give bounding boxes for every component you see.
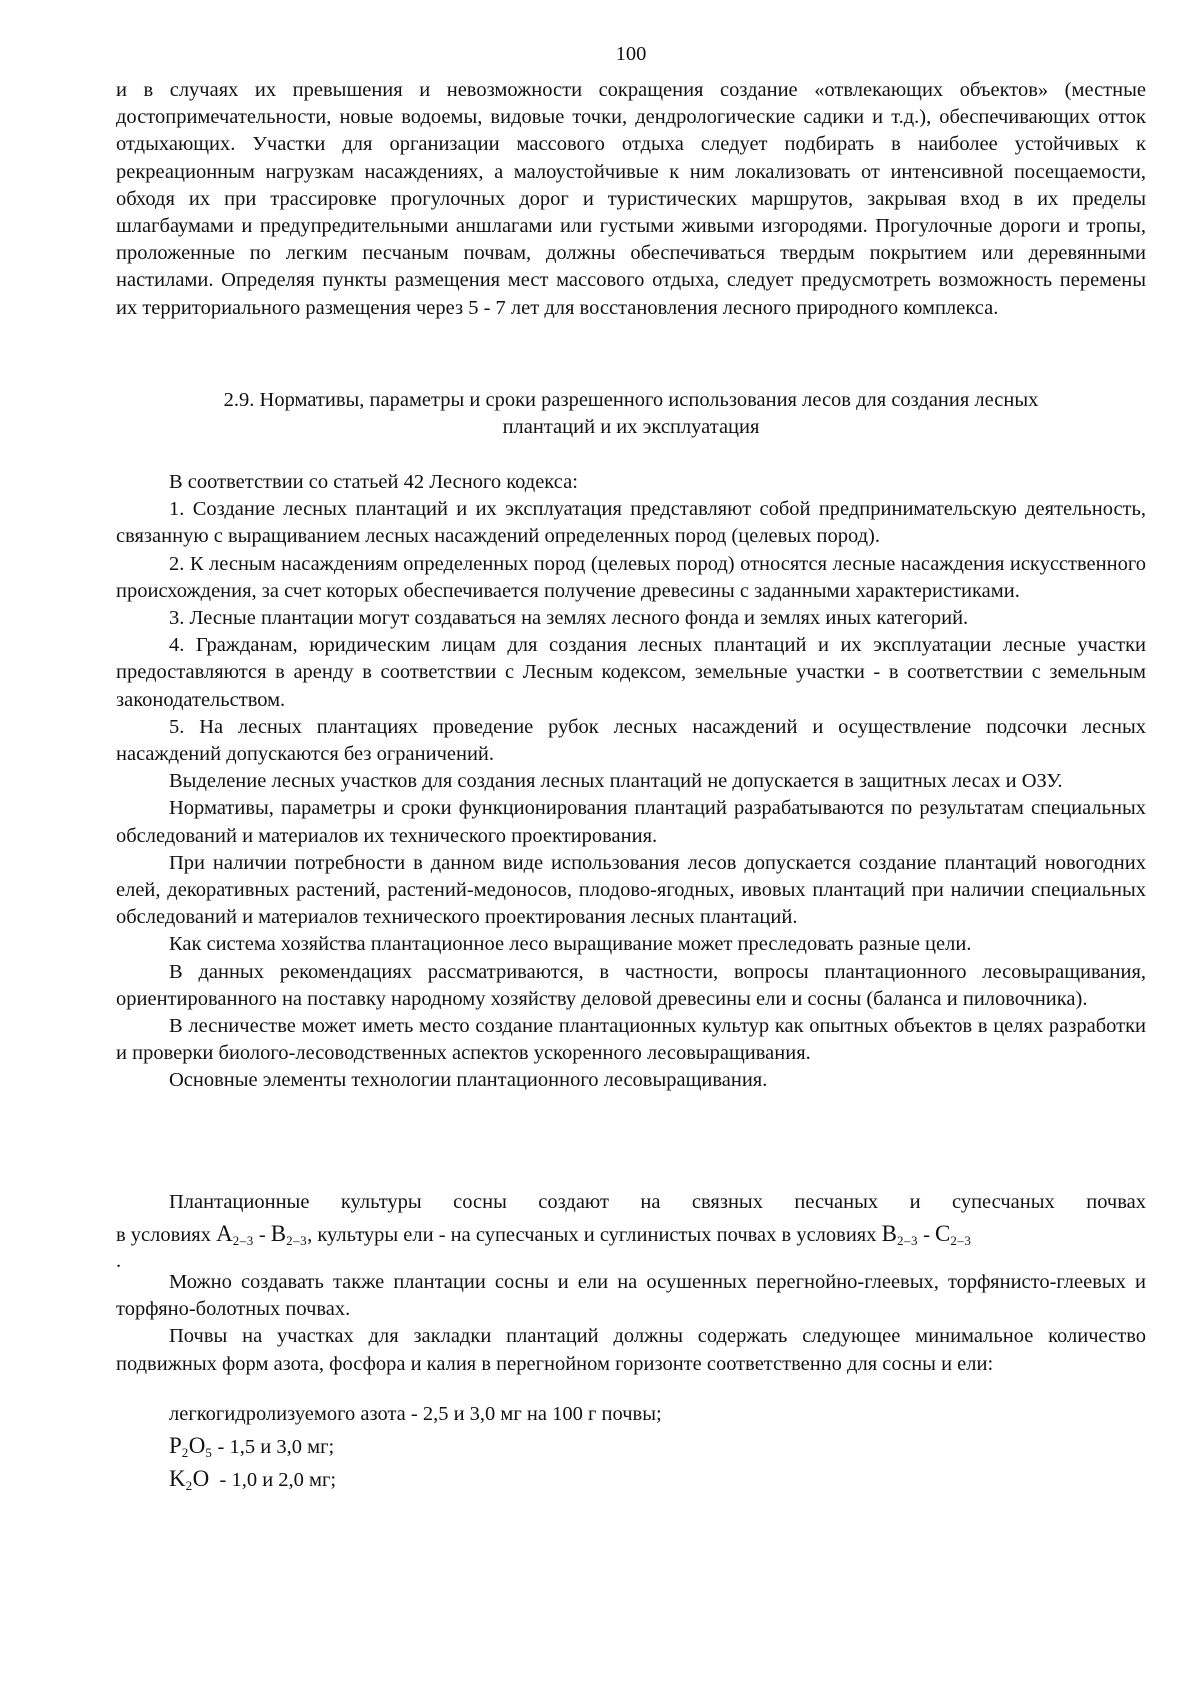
k-value: - 1,0 и 2,0 мг; [209,1469,337,1491]
p-symbol: P [169,1433,182,1458]
pine-pre-text: в условиях [116,1224,217,1247]
condition-a-subscript: 2–3 [232,1233,254,1249]
paragraph-intro-law: В соответствии со статьей 42 Лесного кодекса: [169,471,578,493]
section-heading-line2: плантаций и их эксплуатация [502,416,760,439]
section-heading-line1: 2.9. Нормативы, параметры и сроки разрешенного использования лесов для создания лесных [223,389,1039,411]
condition-c-subscript: 2–3 [950,1233,972,1249]
nutrient-nitrogen: легкогидролизуемого азота - 2,5 и 3,0 мг на 100 г почвы; [169,1403,662,1425]
intro-paragraph: и в случаях их превышения и невозможности сокращения создание «отвлекающих объектов» (местные достопримечательности, новые водоемы, видовые точки, дендрологические садики и т.д.), обеспечивающих отток отдыхающих. Участки для организации массового отдыха следует подбирать в наиболее устойчивых к рекреационным нагрузкам насаждениях, а малоустойчивые к ним локализовать от интенсивной посещаемости, обходя их при трассировке прогулочных дорог и туристических маршрутов, закрывая вход в их пределы шлагбаумами и предупредительными аншлагами или густыми живыми изгородями. Прогулочные дороги и тропы, проложенные по легким песчаным почвам, должны обеспечиваться твердым покрытием или деревянными настилами. Определяя пункты размещения мест массового отдыха, следует предусмотреть возможность перемены их территориального размещения через 5 - 7 лет для восстановления лесного природного комплекса. [116,79,1146,319]
condition-b2-subscript: 2–3 [896,1233,918,1249]
nutrient-phosphorus [116,1430,1146,1463]
page-number: 100 [615,43,647,65]
paragraph-item-3: 3. Лесные плантации могут создаваться на землях лесного фонда и землях иных категорий. [169,607,969,630]
paragraph-norms: Нормативы, параметры и сроки функционирования плантаций разрабатываются по результатам специальных обследований и материалов их технического проектирования. [116,797,1146,847]
paragraph-item-2: 2. К лесным насаждениям определенных пород (целевых пород) относятся лесные насаждения искусственного происхождения, за счет которых обеспечивается получение древесины с заданными характеристиками. [116,552,1146,602]
dash-2: - [917,1224,936,1247]
p-value: - 1,5 и 3,0 мг; [212,1436,335,1458]
k-subscript: 2 [185,1478,193,1493]
nutrient-potassium [116,1463,1146,1496]
document-page [116,0,1146,1697]
dash-1: - [253,1224,271,1247]
pine-line-2 [116,1220,1146,1249]
condition-b-symbol: B [270,1221,287,1247]
pine-paragraph [116,1189,1146,1271]
paragraph-recommendations: В данных рекомендациях рассматриваются, в частности, вопросы плантационного лесовыращивания, ориентированного на поставку народному хозяйству деловой древесины ели и сосны (баланса и пиловочника). [116,960,1146,1010]
condition-a-symbol: A [216,1221,233,1247]
nutrient-list [116,1401,1146,1496]
pine-line-1: Плантационные культуры сосны создают на связных песчаных и супесчаных почвах [169,1191,1146,1213]
pine-trailing-dot: . [116,1250,122,1273]
paragraph-item-1: 1. Создание лесных плантаций и их эксплуатация представляют собой предпринимательскую деятельность, связанную с выращиванием лесных насаждений определенных пород (целевых пород). [116,498,1146,548]
p-subscript: 2 [181,1445,189,1460]
main-block [116,469,1146,1095]
paragraph-forestry: В лесничестве может иметь место создание плантационных культур как опытных объектов в целях разработки и проверки биолого-лесоводственных аспектов ускоренного лесовыращивания. [116,1015,1146,1065]
k-o-symbol: O [192,1466,210,1491]
paragraph-system: Как система хозяйства плантационное лесо выращивание может преследовать разные цели. [169,933,972,956]
paragraph-demand: При наличии потребности в данном виде использования лесов допускается создание плантаций новогодних елей, декоративных растений, растений-медоносов, плодово-ягодных, ивовых плантаций при наличии специальных обследований и материалов технического проектирования лесных плантаций. [116,851,1146,929]
o-subscript: 5 [205,1445,213,1460]
paragraph-allocation: Выделение лесных участков для создания лесных плантаций не допускается в защитных лесах и ОЗУ. [169,770,1063,793]
condition-c-symbol: C [935,1221,951,1247]
paragraph-item-5: 5. На лесных плантациях проведение рубок лесных насаждений и осуществление подсочки лесных насаждений допускаются без ограничений. [116,715,1146,766]
section-heading [116,387,1146,441]
k-symbol: K [169,1466,186,1491]
intro-block [116,77,1146,322]
paragraph-item-4: 4. Гражданам, юридическим лицам для создания лесных плантаций и их эксплуатации лесные участки предоставляются в аренду в соответствии с Лесным кодексом, земельные участки - в соответствии с земельным законодательством. [116,634,1146,711]
soils-block [116,1269,1146,1378]
o-symbol: O [188,1433,206,1458]
condition-b2-symbol: B [881,1221,897,1247]
paragraph-minimum-nutrients: Почвы на участках для закладки плантаций должны содержать следующее минимальное количество подвижных форм азота, фосфора и калия в перегнойном горизонте соответственно для сосны и ели: [116,1325,1146,1375]
paragraph-drained-soils: Можно создавать также плантации сосны и ели на осушенных перегнойно-глеевых, торфянисто-глеевых и торфяно-болотных почвах. [116,1271,1146,1321]
pine-mid-text: , культуры ели - на супесчаных и суглинистых почвах в условиях [307,1224,882,1247]
paragraph-elements: Основные элементы технологии плантационного лесовыращивания. [169,1069,768,1092]
condition-b-subscript: 2–3 [286,1233,308,1249]
